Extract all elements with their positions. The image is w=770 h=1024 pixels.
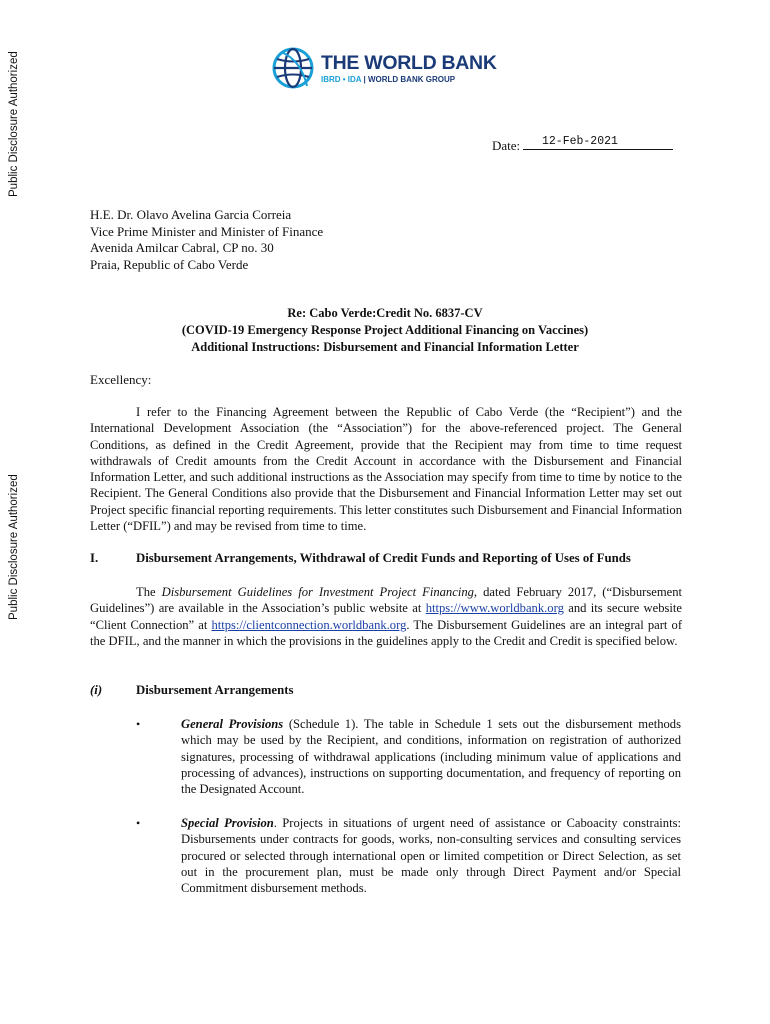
logo-sub-group: WORLD BANK GROUP [367,75,456,84]
bullet-icon: • [136,717,141,731]
guidelines-text: dated February 2017, (“Disbursement Guidelines”) are available in the Association’s public website at [90,585,683,616]
subject-line-1: Re: Cabo Verde:Credit No. 6837-CV [287,306,483,320]
address-line: H.E. Dr. Olavo Avelina Garcia Correia [90,207,292,222]
bullet-text: (Schedule 1). The table in Schedule 1 sets out the disbursement methods which may be used by the Recipient, and conditions, information on registration of authorized signatures, processing of withdrawal applications (including minimum value of applications and processing of advances), instructions on supporting documentation, and frequency of reporting on the Designated Account. [181,717,681,797]
recipient-address [90,207,323,273]
section-title: Disbursement Arrangements, Withdrawal of Credit Funds and Reporting of Uses of Funds [136,551,631,565]
subject-line-3: Additional Instructions: Disbursement and Financial Information Letter [191,340,579,354]
subject-line-2: (COVID-19 Emergency Response Project Additional Financing on Vaccines) [181,323,589,337]
subsection-title: Disbursement Arrangements [136,683,294,697]
client-connection-link[interactable]: https://clientconnection.worldbank.org [211,617,407,632]
logo-subtitle [321,75,497,84]
guidelines-paragraph [90,584,682,649]
bullet-heading: General Provisions [181,717,284,731]
logo-sub-ibrd: IBRD • IDA [321,75,362,84]
address-line: Praia, Republic of Cabo Verde [90,256,249,272]
guidelines-text: and its secure website “Client Connection” at [90,601,682,632]
globe-icon [271,46,315,90]
logo-sub-sep: | [361,75,368,84]
bullet-heading: Special Provision [181,816,274,830]
salutation: Excellency: [90,372,152,387]
guidelines-text: The [136,585,162,599]
guidelines-text: . The Disbursement Guidelines are an integral part of the DFIL, and the manner in which the provisions in the guidelines apply to the Credit and Credit is specified below. [90,617,683,648]
world-bank-logo [271,46,497,90]
bullet-text: . Projects in situations of urgent need of assistance or Caboacity constraints: Disbursements under contracts for goods, works, non-consulting services and consulting services procured or selected through international open or limited competition or Direct Selection, as set out in the procurement plan, must be made only through Direct Payment and/or Special Commitment disbursement methods. [181,816,681,896]
disclosure-label-top: Public Disclosure Authorized [8,51,20,197]
address-line: Avenida Amilcar Cabral, CP no. 30 [90,240,274,255]
disclosure-label-bottom: Public Disclosure Authorized [8,474,20,620]
section-number: I. [90,551,99,565]
worldbank-link[interactable]: https://www.worldbank.org [425,601,564,616]
address-line: Vice Prime Minister and Minister of Finance [90,223,324,239]
bullet-icon: • [136,816,141,830]
date-line [492,135,673,154]
logo-title: THE WORLD BANK [321,52,497,74]
date-value: 12-Feb-2021 [542,135,618,148]
subsection-number: (i) [90,683,103,697]
intro-paragraph-text: I refer to the Financing Agreement between the Republic of Cabo Verde (the “Recipient”) and the International Development Association (the “Association”) for the above-referenced project. The General Conditions, as defined in the Credit Agreement, provide that the Recipient may from time to time request withdrawals of Credit amounts from the Credit Account in accordance with the Disbursement and Financial Information Letter, and such additional instructions as the Association may specify from time to time by notice to the Recipient. The General Conditions also provide that the Disbursement and Financial Information Letter may set out Project specific financial reporting requirements. This letter constitutes such Disbursement and Financial Information Letter (“DFIL”) and may be revised from time to time. [90,405,682,534]
guidelines-title: Disbursement Guidelines for Investment Project Financing, [161,585,478,599]
subject-block [90,305,680,356]
date-label: Date: [492,138,521,153]
intro-paragraph [90,404,682,534]
